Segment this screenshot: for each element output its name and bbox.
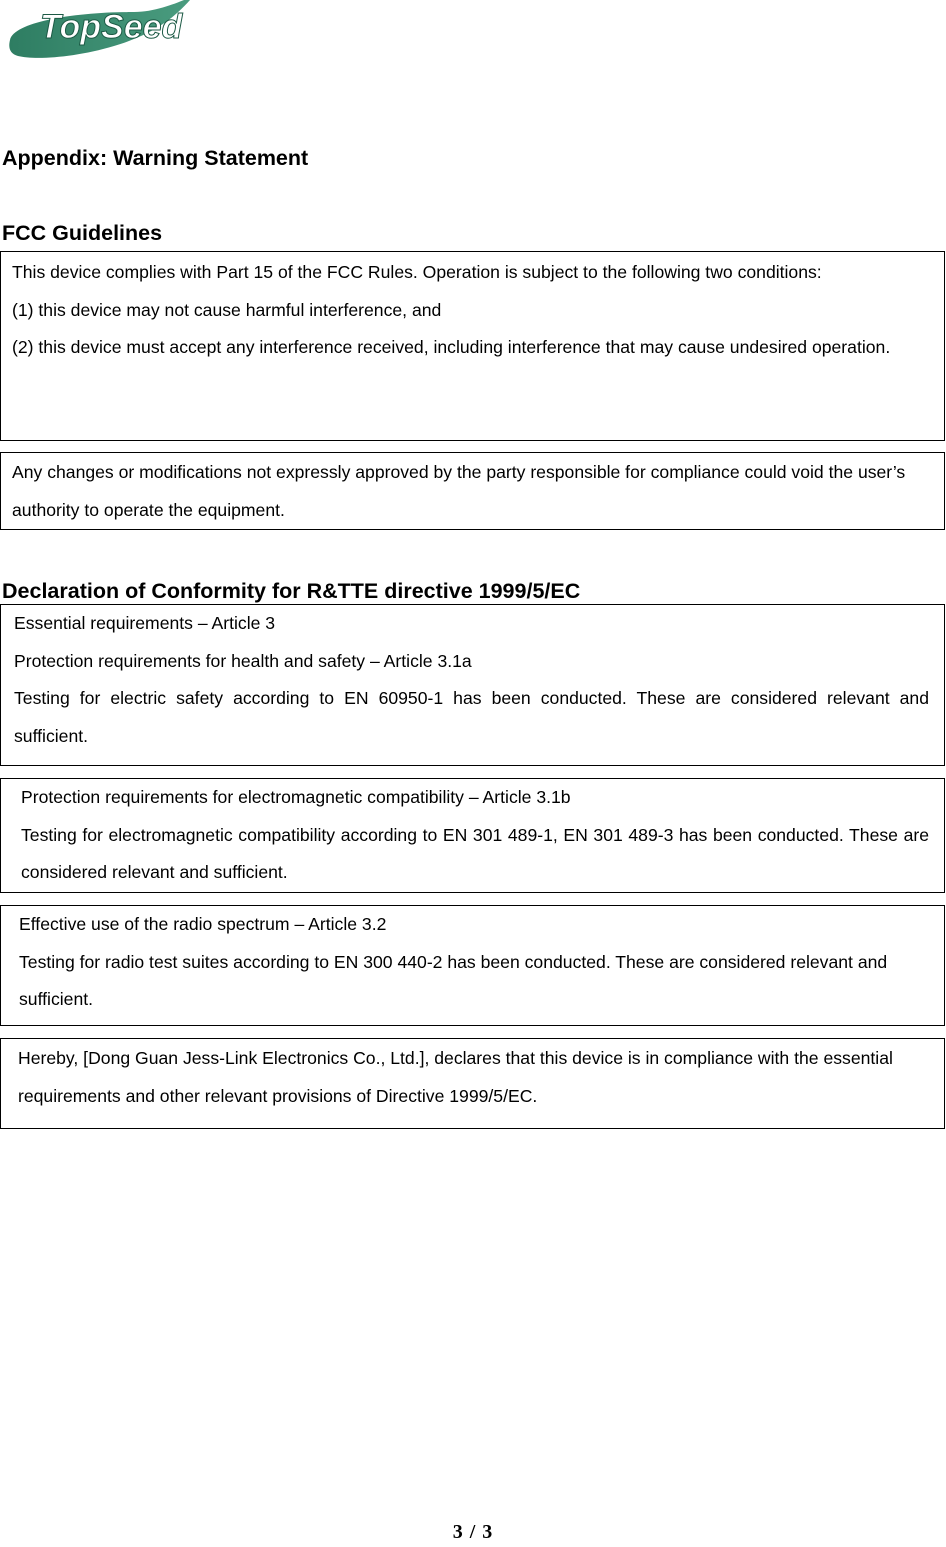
fcc-condition-2: (2) this device must accept any interference received, including interference that may cause undesired operation. xyxy=(12,337,891,357)
emc-title: Protection requirements for electromagnetic compatibility – Article 3.1b xyxy=(21,787,571,807)
declaration-statement-box xyxy=(0,1038,945,1129)
fcc-modifications-box xyxy=(0,452,945,530)
essential-requirements-box xyxy=(0,604,945,766)
svg-text:TopSeed: TopSeed xyxy=(40,8,183,46)
declaration-heading: Declaration of Conformity for R&TTE directive 1999/5/EC xyxy=(2,579,581,603)
fcc-modifications-text: Any changes or modifications not expressly approved by the party responsible for compliance could void the user’s authority to operate the equipment. xyxy=(12,462,906,520)
emc-text: Testing for electromagnetic compatibility according to EN 301 489-1, EN 301 489-3 has been conducted. These are considered relevant and sufficient. xyxy=(21,824,929,882)
emc-box xyxy=(0,778,945,893)
declaration-statement-text: Hereby, [Dong Guan Jess-Link Electronics Co., Ltd.], declares that this device is in compliance with the essential requirements and other relevant provisions of Directive 1999/5/EC. xyxy=(18,1048,893,1106)
fcc-conditions-box xyxy=(0,251,945,441)
page-number: 3 / 3 xyxy=(452,1521,494,1543)
electric-safety-text: Testing for electric safety according to EN 60950-1 has been conducted. These are considered relevant and sufficient. xyxy=(14,688,929,746)
fcc-heading: FCC Guidelines xyxy=(2,221,163,245)
topseed-logo-icon xyxy=(4,0,210,66)
radio-spectrum-title: Effective use of the radio spectrum – Article 3.2 xyxy=(19,914,387,934)
page-title: Appendix: Warning Statement xyxy=(2,146,309,170)
fcc-condition-1: (1) this device may not cause harmful interference, and xyxy=(12,299,442,320)
essential-requirements-title: Essential requirements – Article 3 xyxy=(14,613,276,633)
radio-spectrum-box xyxy=(0,905,945,1026)
health-safety-title: Protection requirements for health and safety – Article 3.1a xyxy=(14,650,472,671)
fcc-intro-text: This device complies with Part 15 of the FCC Rules. Operation is subject to the following two conditions: xyxy=(12,262,822,282)
radio-spectrum-text: Testing for radio test suites according to EN 300 440-2 has been conducted. These are considered relevant and sufficient. xyxy=(19,951,888,1009)
company-logo xyxy=(4,0,210,66)
